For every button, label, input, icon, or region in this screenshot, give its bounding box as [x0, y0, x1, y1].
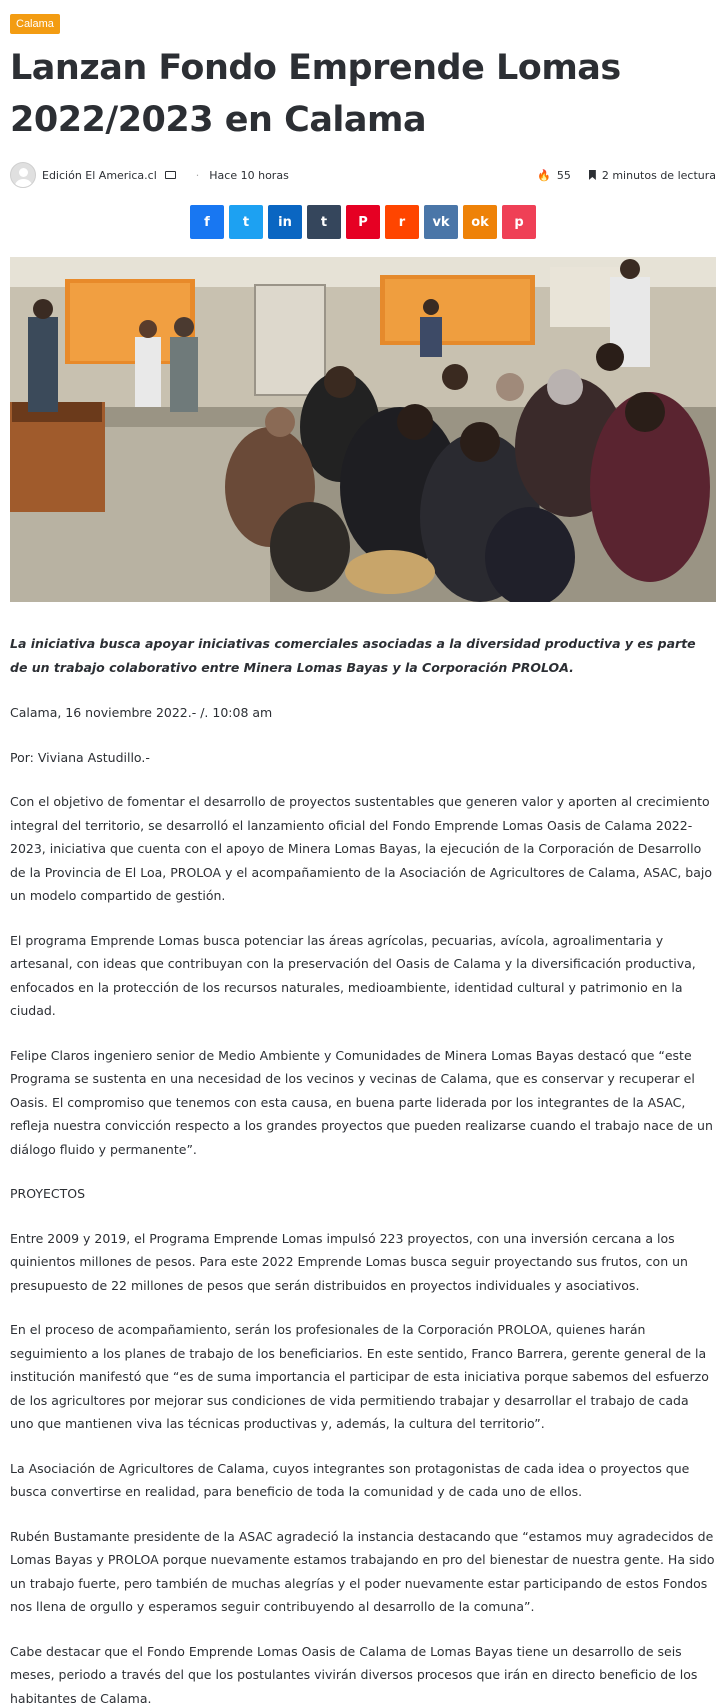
share-twitter-button[interactable]: [229, 205, 263, 239]
article-lede: La iniciativa busca apoyar iniciativas comerciales asociadas a la diversidad productiva y es parte de un trabajo colaborativo entre Minera Lomas Bayas y la Corporación PROLOA.: [10, 636, 696, 675]
bookmark-icon: [589, 170, 596, 180]
tumblr-icon: t: [320, 214, 328, 230]
share-vk-button[interactable]: [424, 205, 458, 239]
body-paragraph: Felipe Claros ingeniero senior de Medio Ambiente y Comunidades de Minera Lomas Bayas destacó que “este Programa se sustenta en una necesidad de los vecinos y vecinas de Calama, que es conservar y recuperar el Oasis. El compromiso que tenemos con esta causa, en buena parte liderada por los integrantes de la ASAC, refleja nuestra convicción respecto a los grandes proyectos que pueden realizarse cuando el trabajo nace de un diálogo fluido y permanente”.: [10, 1047, 713, 1157]
article-photo: [10, 257, 716, 602]
linkedin-icon: in: [278, 214, 292, 230]
mail-icon[interactable]: [165, 171, 176, 179]
article: [10, 12, 716, 1705]
facebook-icon: f: [204, 214, 210, 230]
read-time: 2 minutos de lectura: [601, 168, 716, 182]
meta-left: [10, 162, 289, 188]
share-pocket-button[interactable]: [502, 205, 536, 239]
category-badge[interactable]: Calama: [10, 14, 60, 34]
share-facebook-button[interactable]: [190, 205, 224, 239]
body-paragraph: La Asociación de Agricultores de Calama, cuyos integrantes son protagonistas de cada idea o proyectos que busca convertirse en realidad, para beneficio de toda la comunidad y de cada uno de ellos.: [10, 1460, 690, 1499]
reddit-icon: r: [398, 214, 406, 230]
body-paragraph: PROYECTOS: [10, 1186, 86, 1201]
share-linkedin-button[interactable]: [268, 205, 302, 239]
event-photo-illustration: [10, 257, 716, 602]
author-avatar[interactable]: [10, 162, 36, 188]
post-time: Hace 10 horas: [209, 168, 289, 182]
vk-icon: vk: [432, 214, 450, 230]
body-paragraph: Por: Viviana Astudillo.-: [10, 749, 150, 765]
body-paragraph: En el proceso de acompañamiento, serán los profesionales de la Corporación PROLOA, quienes harán seguimiento a los planes de trabajo de los beneficiarios. En este sentido, Franco Barrera, gerente general de la institución manifestó que “es de suma importancia el participar de esta iniciativa porque sabemos del esfuerzo de los agricultores por mejorar sus condiciones de vida permitiendo trabajar y desarrollar el trabajo de cada uno que mantienen viva las técnicas productivas y, además, la cultura del territorio”.: [10, 1322, 709, 1431]
body-paragraph: El programa Emprende Lomas busca potenciar las áreas agrícolas, pecuarias, avícola, agroalimentaria y artesanal, con ideas que contribuyan con la preservación del Oasis de Calama y la diversificación productiva, enfocados en la protección de los recursos naturales, medioambiente, identidad cultural y patrimonio en la ciudad.: [10, 932, 696, 1018]
share-reddit-button[interactable]: [385, 205, 419, 239]
twitter-icon: t: [242, 214, 250, 230]
body-paragraph: Entre 2009 y 2019, el Programa Emprende Lomas impulsó 223 proyectos, con una inversión cercana a los quinientos millones de pesos. Para este 2022 Emprende Lomas busca seguir proyectando sus frutos, con un presupuesto de 22 millones de pesos que serán distribuidos en proyectos individuales y asociativos.: [10, 1230, 688, 1293]
separator-dot: ·: [195, 168, 200, 182]
flame-icon: 🔥: [537, 168, 551, 182]
body-paragraph: Cabe destacar que el Fondo Emprende Lomas Oasis de Calama de Lomas Bayas tiene un desarrollo de seis meses, periodo a través del que los postulantes vivirán diversos procesos que irán en directo beneficio de los habitantes de Calama.: [10, 1643, 698, 1705]
article-title: Lanzan Fondo Emprende Lomas 2022/2023 en Calama: [10, 48, 621, 140]
share-odnoklassniki-button[interactable]: [463, 205, 497, 239]
pocket-icon: p: [514, 214, 524, 230]
share-buttons: [10, 205, 716, 239]
odnoklassniki-icon: ok: [471, 214, 489, 230]
meta-right: [537, 169, 716, 182]
body-paragraph: Calama, 16 noviembre 2022.- /. 10:08 am: [10, 705, 273, 720]
share-pinterest-button[interactable]: [346, 205, 380, 239]
pinterest-icon: P: [358, 214, 368, 230]
author-name[interactable]: Edición El America.cl: [42, 168, 157, 182]
share-tumblr-button[interactable]: [307, 205, 341, 239]
views-count: 55: [556, 168, 571, 182]
body-paragraph: Con el objetivo de fomentar el desarrollo de proyectos sustentables que generen valor y aporten al crecimiento integral del territorio, se desarrolló el lanzamiento oficial del Fondo Emprende Lomas Oasis de Calama 2022-2023, iniciativa que cuenta con el apoyo de Minera Lomas Bayas, la ejecución de la Corporación de Desarrollo de la Provincia de El Loa, PROLOA y el acompañamiento de la Asociación de Agricultores de Calama, ASAC, bajo un modelo compartido de gestión.: [10, 794, 713, 903]
post-meta: [10, 162, 716, 188]
article-body: [10, 701, 716, 1705]
body-paragraph: Rubén Bustamante presidente de la ASAC agradeció la instancia destacando que “estamos muy agradecidos de Lomas Bayas y PROLOA porque nuevamente estamos trabajando en pro del bienestar de nuestra gente. Ha sido un trabajo fuerte, pero también de muchas alegrías y el poder nuevamente estar participando de estos Fondos nos llena de orgullo y esperamos seguir contribuyendo al desarrollo de la comuna”.: [10, 1528, 715, 1614]
